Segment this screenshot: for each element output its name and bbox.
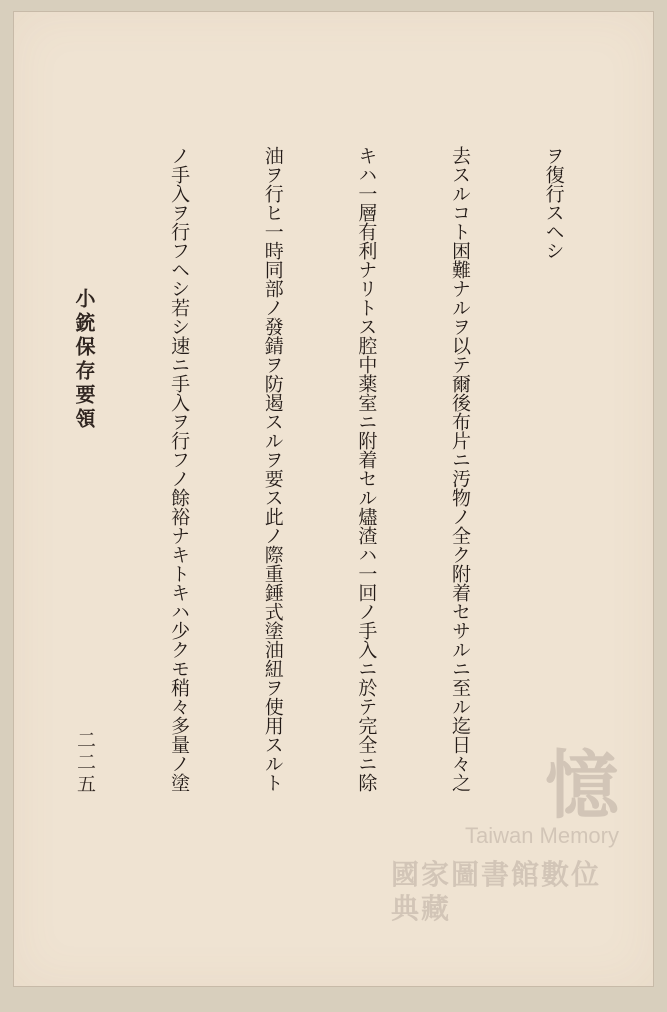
text-column: ヲ復行スヘシ [542,146,565,260]
watermark-institution-text: 國家圖書館數位典藏 [391,858,602,925]
text-column: 去スルコト困難ナルヲ以テ爾後布片ニ汚物ノ全ク附着セサルニ至ル迄日々之 [448,146,471,792]
archive-watermark [391,740,627,925]
running-title: 小銃保存要領 [72,288,96,432]
document-page [14,12,653,986]
page-number: 二二五 [74,730,96,796]
text-column: キハ一層有利ナリトス腔中薬室ニ附着セル燼渣ハ一回ノ手入ニ於テ完全ニ除 [355,146,378,792]
text-column: ノ手入ヲ行フヘシ若シ速ニ手入ヲ行フノ餘裕ナキトキハ少クモ稍々多量ノ塗 [168,146,191,792]
text-column [98,146,101,930]
watermark-english-text: Taiwan Memory [464,823,619,848]
watermark-large-mark: 憶 [545,743,627,829]
text-column: 油ヲ行ヒ一時同部ノ發錆ヲ防遏スルヲ要ス此ノ際重錘式塗油紐ヲ使用スルト [261,146,284,792]
